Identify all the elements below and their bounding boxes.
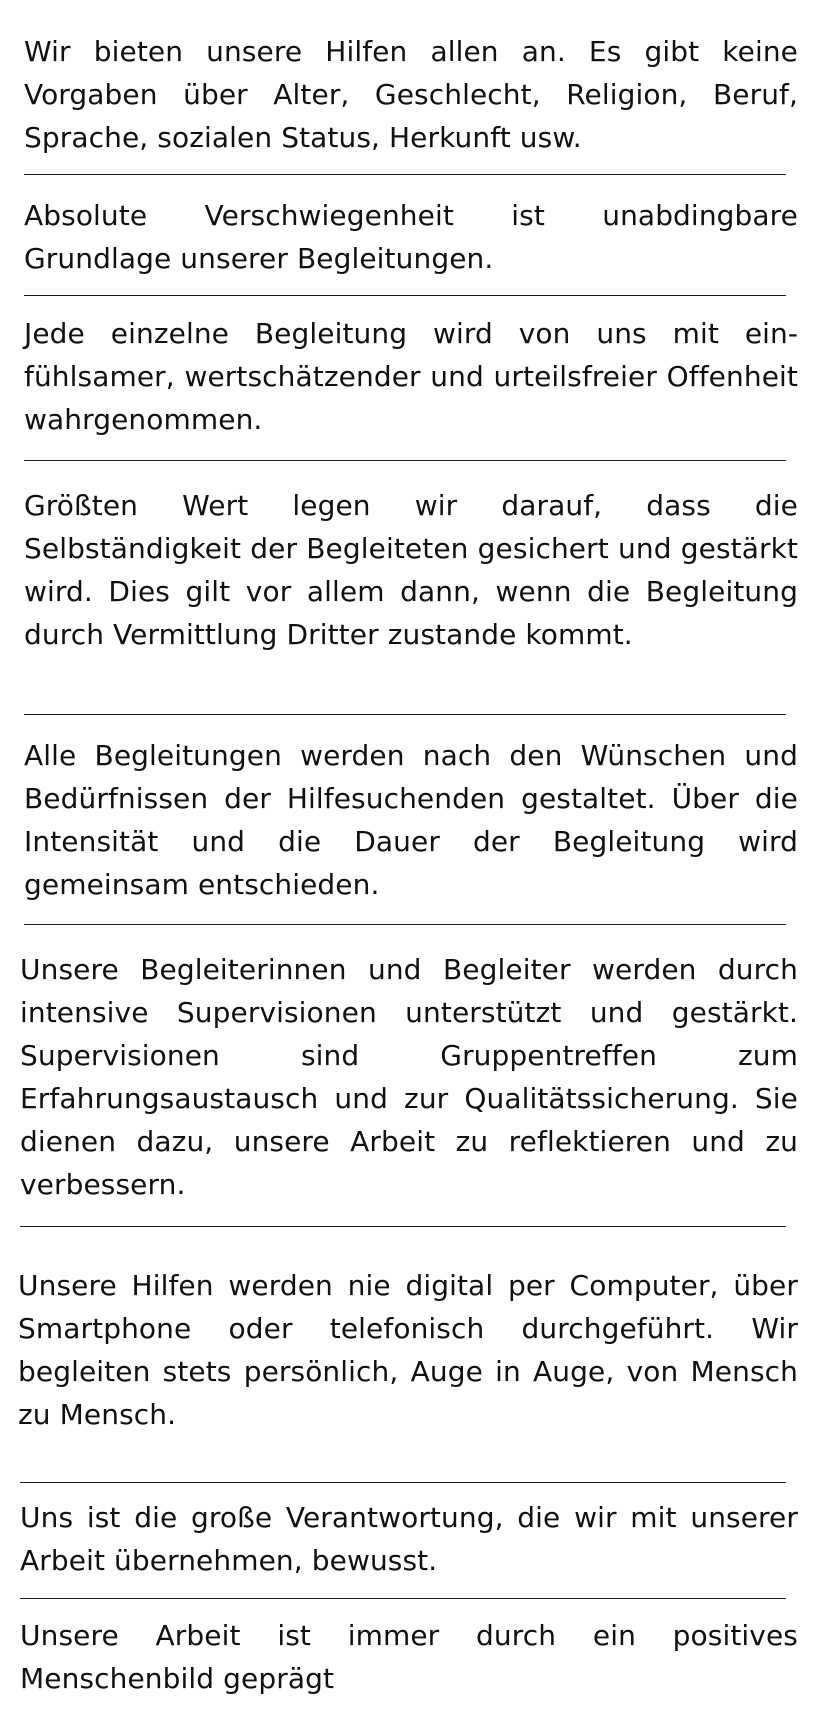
- paragraph-5: Alle Begleitungen werden nach den Wünschen und Bedürfnissen der Hilfesuchenden gestaltet. Über die Intensität und die Dauer der Begleitung wird gemeinsam entschieden.: [24, 739, 798, 901]
- paragraph-6: Unsere Begleiterinnen und Begleiter werden durch intensive Supervisionen unterstützt und gestärkt. Supervisionen sind Gruppentreffen zum Erfahrungsaustausch und zur Qualitätssicherung. Sie dienen dazu, unsere Arbeit zu reflektieren und zu verbessern.: [20, 953, 798, 1201]
- paragraph-3: Jede einzelne Begleitung wird von uns mit einfühlsamer, wertschätzender und urteilsfreier Offenheit wahrgenommen.: [24, 317, 798, 436]
- paragraph-7: Unsere Hilfen werden nie digital per Computer, über Smartphone oder telefonisch durchgeführt. Wir begleiten stets persönlich, Auge in Auge, von Mensch zu Mensch.: [18, 1269, 798, 1431]
- divider-1: [24, 174, 786, 175]
- paragraph-4: Größten Wert legen wir darauf, dass die Selbständigkeit der Begleiteten gesichert und gestärkt wird. Dies gilt vor allem dann, wenn die Begleitung durch Vermittlung Dritter zustande kommt.: [24, 489, 798, 651]
- divider-8: [20, 1598, 786, 1599]
- paragraph-2: Absolute Verschwiegenheit ist unabdingbare Grundlage unserer Begleitungen.: [24, 199, 798, 275]
- divider-3: [24, 460, 786, 461]
- paragraph-1: Wir bieten unsere Hilfen allen an. Es gibt keine Vorgaben über Alter, Geschlecht, Religion, Beruf, Sprache, sozialen Status, Herkunft usw.: [24, 35, 798, 154]
- paragraph-8: Uns ist die große Verantwortung, die wir mit unserer Arbeit übernehmen, bewusst.: [20, 1501, 798, 1577]
- divider-7: [20, 1482, 786, 1483]
- paragraph-9: Unsere Arbeit ist immer durch ein positives Menschenbild geprägt: [20, 1619, 798, 1695]
- divider-4: [24, 714, 786, 715]
- divider-5: [24, 924, 786, 925]
- divider-2: [24, 295, 786, 296]
- divider-6: [20, 1226, 786, 1227]
